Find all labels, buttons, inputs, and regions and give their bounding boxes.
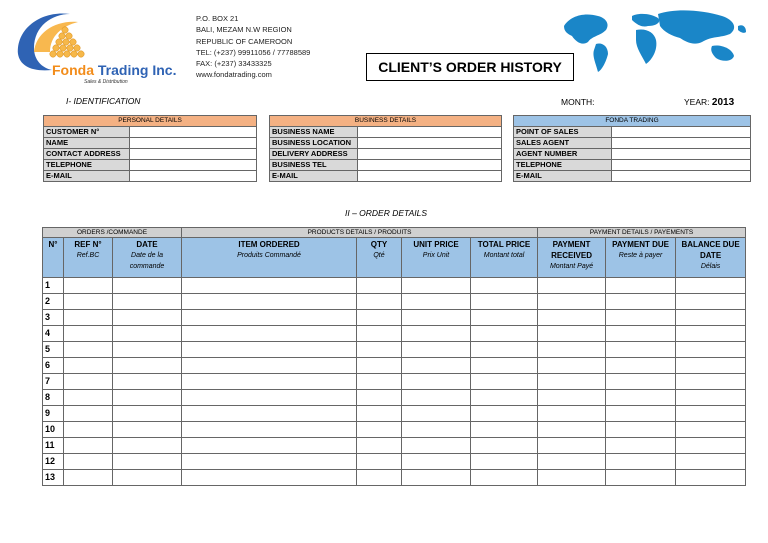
order-cell[interactable] — [357, 326, 402, 342]
order-cell[interactable] — [606, 342, 676, 358]
table-row — [43, 438, 746, 454]
business-location-value[interactable] — [358, 138, 502, 149]
order-cell[interactable] — [357, 358, 402, 374]
order-cell[interactable] — [113, 438, 182, 454]
column-header-number — [43, 238, 64, 278]
order-cell[interactable] — [182, 326, 357, 342]
table-row — [43, 422, 746, 438]
column-subtitle: Produits Commandé — [237, 252, 301, 259]
order-cell[interactable] — [538, 406, 606, 422]
column-subtitle: Qté — [373, 252, 385, 259]
order-cell[interactable] — [606, 326, 676, 342]
field-label: TELEPHONE — [514, 160, 612, 171]
sales-agent-value[interactable] — [612, 138, 751, 149]
order-cell[interactable] — [182, 358, 357, 374]
products-group-header: PRODUCTS DETAILS / PRODUITS — [182, 228, 538, 238]
row-number: 9 — [43, 406, 64, 422]
order-cell[interactable] — [182, 310, 357, 326]
orders-group-header: ORDERS /COMMANDE — [43, 228, 182, 238]
table-row — [43, 342, 746, 358]
company-name-part1: Fonda — [52, 62, 94, 78]
order-cell[interactable] — [357, 438, 402, 454]
order-cell[interactable] — [471, 422, 538, 438]
field-label: NAME — [44, 138, 130, 149]
column-header-total-price — [471, 238, 538, 278]
agent-telephone-value[interactable] — [612, 160, 751, 171]
order-cell[interactable] — [538, 422, 606, 438]
point-of-sales-value[interactable] — [612, 127, 751, 138]
order-cell[interactable] — [676, 470, 746, 486]
agent-email-value[interactable] — [612, 171, 751, 182]
business-details-table — [269, 115, 502, 182]
column-header-payment-received — [538, 238, 606, 278]
business-tel-value[interactable] — [358, 160, 502, 171]
column-title: REF N° — [74, 240, 102, 249]
order-cell[interactable] — [64, 390, 113, 406]
order-cell[interactable] — [182, 374, 357, 390]
column-subtitle: Montant Payé — [549, 263, 594, 270]
personal-details-table — [43, 115, 257, 182]
field-label: E-MAIL — [44, 171, 130, 182]
order-cell[interactable] — [113, 422, 182, 438]
payment-group-header: PAYMENT DETAILS / PAYEMENTS — [538, 228, 746, 238]
order-cell[interactable] — [64, 278, 113, 294]
row-number: 3 — [43, 310, 64, 326]
table-row — [43, 278, 746, 294]
row-number: 6 — [43, 358, 64, 374]
order-cell[interactable] — [471, 470, 538, 486]
order-cell[interactable] — [402, 294, 471, 310]
company-address — [196, 13, 310, 81]
order-cell[interactable] — [113, 406, 182, 422]
order-cell[interactable] — [471, 406, 538, 422]
order-rows — [43, 278, 746, 486]
column-title: BALANCE DUE DATE — [681, 240, 740, 260]
table-row — [43, 310, 746, 326]
field-label: AGENT NUMBER — [514, 149, 612, 160]
order-cell[interactable] — [538, 374, 606, 390]
field-label: BUSINESS TEL — [270, 160, 358, 171]
order-cell[interactable] — [64, 358, 113, 374]
table-row — [43, 326, 746, 342]
address-line: BALI, MEZAM N.W REGION — [196, 25, 292, 35]
field-label: CUSTOMER N° — [44, 127, 130, 138]
order-cell[interactable] — [64, 470, 113, 486]
order-cell[interactable] — [538, 390, 606, 406]
order-cell[interactable] — [64, 374, 113, 390]
order-cell[interactable] — [402, 358, 471, 374]
business-email-value[interactable] — [358, 171, 502, 182]
address-line: TEL: (+237) 99911056 / 77788589 — [196, 47, 311, 57]
order-cell[interactable] — [357, 406, 402, 422]
row-number: 10 — [43, 422, 64, 438]
order-cell[interactable] — [64, 454, 113, 470]
column-header-item — [182, 238, 357, 278]
table-row — [43, 358, 746, 374]
order-cell[interactable] — [64, 326, 113, 342]
order-cell[interactable] — [113, 470, 182, 486]
order-cell[interactable] — [606, 358, 676, 374]
order-cell[interactable] — [64, 406, 113, 422]
order-cell[interactable] — [676, 326, 746, 342]
order-cell[interactable] — [676, 310, 746, 326]
order-cell[interactable] — [606, 406, 676, 422]
order-cell[interactable] — [538, 278, 606, 294]
agent-number-value[interactable] — [612, 149, 751, 160]
table-row — [43, 390, 746, 406]
order-cell[interactable] — [606, 422, 676, 438]
order-cell[interactable] — [606, 438, 676, 454]
order-cell[interactable] — [402, 278, 471, 294]
column-header-qty — [357, 238, 402, 278]
order-cell[interactable] — [606, 390, 676, 406]
order-cell[interactable] — [182, 422, 357, 438]
order-cell[interactable] — [402, 342, 471, 358]
order-cell[interactable] — [676, 454, 746, 470]
order-cell[interactable] — [182, 342, 357, 358]
order-cell[interactable] — [676, 390, 746, 406]
order-cell[interactable] — [538, 326, 606, 342]
row-number: 11 — [43, 438, 64, 454]
telephone-value[interactable] — [130, 160, 257, 171]
field-label: DELIVERY ADDRESS — [270, 149, 358, 160]
world-map-image — [562, 6, 750, 74]
order-cell[interactable] — [606, 454, 676, 470]
fonda-trading-header: FONDA TRADING — [514, 116, 751, 127]
order-cell[interactable] — [182, 406, 357, 422]
field-label: POINT OF SALES — [514, 127, 612, 138]
fonda-trading-table — [513, 115, 751, 182]
order-cell[interactable] — [113, 390, 182, 406]
row-number: 8 — [43, 390, 64, 406]
order-cell[interactable] — [182, 454, 357, 470]
order-cell[interactable] — [538, 454, 606, 470]
order-cell[interactable] — [676, 422, 746, 438]
row-number: 7 — [43, 374, 64, 390]
order-cell[interactable] — [64, 422, 113, 438]
order-cell[interactable] — [182, 278, 357, 294]
contact-address-value[interactable] — [130, 149, 257, 160]
column-title: TOTAL PRICE — [477, 240, 531, 249]
row-number: 1 — [43, 278, 64, 294]
company-tagline: Sales & Distribution — [84, 79, 128, 85]
order-cell[interactable] — [357, 278, 402, 294]
column-header-ref — [64, 238, 113, 278]
order-cell[interactable] — [64, 438, 113, 454]
name-value[interactable] — [130, 138, 257, 149]
order-cell[interactable] — [64, 342, 113, 358]
order-cell[interactable] — [538, 342, 606, 358]
order-cell[interactable] — [402, 454, 471, 470]
customer-number-value[interactable] — [130, 127, 257, 138]
field-label: BUSINESS NAME — [270, 127, 358, 138]
order-cell[interactable] — [357, 374, 402, 390]
order-cell[interactable] — [606, 374, 676, 390]
table-row — [43, 374, 746, 390]
order-cell[interactable] — [357, 294, 402, 310]
column-subtitle: Ref.BC — [76, 252, 100, 259]
order-cell[interactable] — [357, 422, 402, 438]
order-cell[interactable] — [538, 310, 606, 326]
month-label: MONTH: — [561, 97, 595, 107]
order-cell[interactable] — [113, 342, 182, 358]
order-cell[interactable] — [471, 454, 538, 470]
column-title: PAYMENT RECEIVED — [551, 240, 592, 260]
order-details-table — [42, 227, 746, 486]
column-subtitle: Prix Unit — [422, 252, 450, 259]
column-subtitle: Date de la commande — [129, 252, 165, 270]
address-line: REPUBLIC OF CAMEROON — [196, 36, 293, 46]
order-cell[interactable] — [357, 390, 402, 406]
order-cell[interactable] — [606, 278, 676, 294]
order-cell[interactable] — [471, 294, 538, 310]
order-cell[interactable] — [357, 310, 402, 326]
order-cell[interactable] — [538, 470, 606, 486]
order-cell[interactable] — [471, 310, 538, 326]
order-cell[interactable] — [402, 406, 471, 422]
column-header-balance-due-date — [676, 238, 746, 278]
order-cell[interactable] — [113, 326, 182, 342]
order-cell[interactable] — [357, 470, 402, 486]
order-cell[interactable] — [182, 390, 357, 406]
column-title: ITEM ORDERED — [238, 240, 300, 249]
order-cell[interactable] — [113, 294, 182, 310]
column-title: PAYMENT DUE — [612, 240, 669, 249]
row-number: 2 — [43, 294, 64, 310]
row-number: 12 — [43, 454, 64, 470]
document-title: CLIENT’S ORDER HISTORY — [366, 53, 574, 81]
table-row — [43, 470, 746, 486]
column-header-unit-price — [402, 238, 471, 278]
field-label: E-MAIL — [270, 171, 358, 182]
field-label: E-MAIL — [514, 171, 612, 182]
business-details-header: BUSINESS DETAILS — [270, 116, 502, 127]
order-cell[interactable] — [402, 326, 471, 342]
company-name — [52, 62, 176, 78]
order-cell[interactable] — [471, 342, 538, 358]
order-cell[interactable] — [113, 310, 182, 326]
table-row — [43, 406, 746, 422]
column-header-date — [113, 238, 182, 278]
order-cell[interactable] — [676, 342, 746, 358]
delivery-address-value[interactable] — [358, 149, 502, 160]
order-cell[interactable] — [182, 470, 357, 486]
address-line: www.fondatrading.com — [196, 70, 272, 80]
order-cell[interactable] — [402, 310, 471, 326]
order-cell[interactable] — [676, 294, 746, 310]
column-title: QTY — [370, 240, 388, 249]
year-field — [684, 97, 734, 108]
address-line: P.O. BOX 21 — [196, 14, 239, 23]
order-cell[interactable] — [64, 310, 113, 326]
row-number: 4 — [43, 326, 64, 342]
order-cell[interactable] — [113, 278, 182, 294]
order-cell[interactable] — [113, 374, 182, 390]
field-label: TELEPHONE — [44, 160, 130, 171]
order-cell[interactable] — [538, 358, 606, 374]
column-title: N° — [48, 240, 58, 249]
field-label: CONTACT ADDRESS — [44, 149, 130, 160]
identification-heading: I- IDENTIFICATION — [66, 96, 141, 106]
order-cell[interactable] — [676, 358, 746, 374]
order-cell[interactable] — [402, 470, 471, 486]
company-name-part2: Trading Inc. — [97, 62, 177, 78]
order-cell[interactable] — [676, 374, 746, 390]
order-cell[interactable] — [606, 470, 676, 486]
order-cell[interactable] — [676, 406, 746, 422]
order-cell[interactable] — [606, 310, 676, 326]
order-cell[interactable] — [113, 454, 182, 470]
order-cell[interactable] — [538, 438, 606, 454]
order-cell[interactable] — [64, 294, 113, 310]
order-cell[interactable] — [113, 358, 182, 374]
field-label: SALES AGENT — [514, 138, 612, 149]
table-row — [43, 454, 746, 470]
order-cell[interactable] — [471, 278, 538, 294]
order-cell[interactable] — [676, 438, 746, 454]
order-cell[interactable] — [538, 294, 606, 310]
order-cell[interactable] — [471, 358, 538, 374]
email-value[interactable] — [130, 171, 257, 182]
order-cell[interactable] — [182, 294, 357, 310]
order-cell[interactable] — [471, 438, 538, 454]
field-label: BUSINESS LOCATION — [270, 138, 358, 149]
business-name-value[interactable] — [358, 127, 502, 138]
row-number: 13 — [43, 470, 64, 486]
column-subtitle: Délais — [700, 263, 721, 270]
year-value: 2013 — [711, 97, 735, 108]
year-label: YEAR: — [684, 97, 710, 107]
order-cell[interactable] — [606, 294, 676, 310]
order-cell[interactable] — [471, 326, 538, 342]
personal-details-header: PERSONAL DETAILS — [44, 116, 257, 127]
row-number: 5 — [43, 342, 64, 358]
order-cell[interactable] — [471, 390, 538, 406]
order-cell[interactable] — [402, 422, 471, 438]
table-row — [43, 294, 746, 310]
order-cell[interactable] — [471, 374, 538, 390]
order-cell[interactable] — [676, 278, 746, 294]
order-cell[interactable] — [402, 390, 471, 406]
order-cell[interactable] — [402, 438, 471, 454]
order-cell[interactable] — [357, 454, 402, 470]
order-cell[interactable] — [182, 438, 357, 454]
address-line: FAX: (+237) 33433325 — [196, 59, 272, 69]
column-title: DATE — [136, 240, 158, 249]
order-cell[interactable] — [357, 342, 402, 358]
order-cell[interactable] — [402, 374, 471, 390]
column-header-payment-due — [606, 238, 676, 278]
column-subtitle: Montant total — [483, 252, 525, 259]
column-subtitle: Reste à payer — [618, 252, 663, 259]
column-title: UNIT PRICE — [413, 240, 459, 249]
order-details-heading: II – ORDER DETAILS — [345, 208, 428, 218]
